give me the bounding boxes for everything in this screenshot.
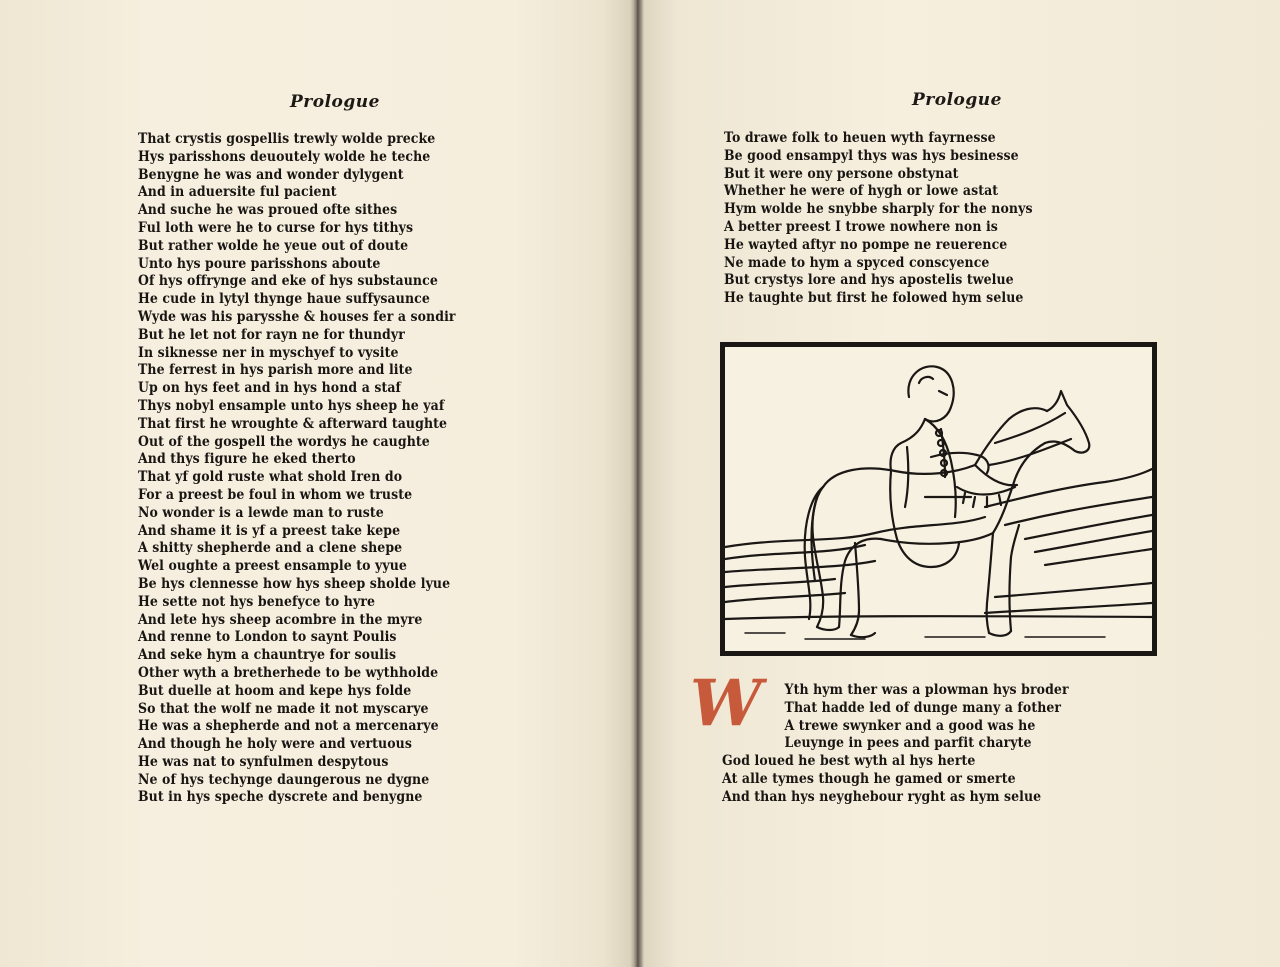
right-page (640, 0, 1280, 967)
left-page (0, 0, 636, 967)
verse-line: Whether he were of hygh or lowe astat (724, 183, 999, 200)
verse-line: But duelle at hoom and kepe hys folde (138, 682, 412, 699)
verse-line: At alle tymes though he gamed or smerte (722, 770, 1016, 787)
verse-line: Benygne he was and wonder dylygent (138, 166, 404, 183)
verse-line: For a preest be foul in whom we truste (138, 486, 413, 503)
right-verse-block-bottom (722, 682, 1099, 807)
verse-line: The ferrest in hys parish more and lite (138, 362, 413, 379)
verse-line: And lete hys sheep acombre in the myre (138, 611, 423, 628)
verse-line: And in aduersite ful pacient (138, 184, 337, 201)
woodcut-illustration (725, 347, 1152, 651)
verse-line: That hadde led of dunge many a fother (784, 699, 1062, 716)
verse-line: But in hys speche dyscrete and benygne (138, 789, 423, 806)
verse-line: So that the wolf ne made it not myscarye (138, 700, 429, 717)
verse-line: Ne of hys techynge daungerous ne dygne (138, 771, 430, 788)
verse-line: Wel oughte a preest ensample to yyue (138, 558, 407, 575)
verse-line: He was a shepherde and not a mercenarye (138, 718, 439, 735)
right-verse-block-top (724, 130, 1059, 308)
verse-line: And thys figure he eked therto (138, 451, 356, 468)
right-running-head: Prologue (912, 90, 1002, 110)
verse-line: But rather wolde he yeue out of doute (138, 237, 409, 254)
verse-line: And renne to London to saynt Poulis (138, 629, 397, 646)
verse-line: That first he wroughte & afterward taughte (138, 415, 448, 432)
verse-line: But it were ony persone obstynat (724, 165, 959, 182)
verse-line: He was nat to synfulmen despytous (138, 753, 389, 770)
verse-line: He cude in lytyl thynge haue suffysaunce (138, 291, 430, 308)
verse-line: To drawe folk to heuen wyth fayrnesse (724, 130, 996, 146)
verse-line: No wonder is a lewde man to ruste (138, 504, 384, 521)
verse-line: God loued he best wyth al hys herte (722, 753, 976, 770)
verse-line: Up on hys feet and in hys hond a staf (138, 380, 402, 397)
verse-line: And suche he was proued ofte sithes (138, 202, 398, 219)
verse-line: And though he holy were and vertuous (138, 736, 412, 753)
verse-line: Unto hys poure parisshons aboute (138, 255, 381, 272)
verse-line: A better preest I trowe nowhere non is (724, 218, 998, 235)
verse-line: But he let not for rayn ne for thundyr (138, 326, 405, 343)
verse-line: A shitty shepherde and a clene shepe (138, 540, 403, 557)
left-running-head: Prologue (290, 92, 380, 112)
verse-line: He taughte but first he folowed hym selue (724, 290, 1024, 307)
verse-line: But crystys lore and hys apostelis twelue (724, 272, 1014, 289)
verse-line: And than hys neyghebour ryght as hym selue (722, 788, 1042, 805)
verse-line: In siknesse ner in myschyef to vysite (138, 344, 399, 361)
verse-line: That crystis gospellis trewly wolde precke (138, 131, 436, 147)
verse-line: And shame it is yf a preest take kepe (138, 522, 401, 539)
verse-line: Be hys clennesse how hys sheep sholde lyue (138, 575, 451, 592)
verse-line: He wayted aftyr no pompe ne reuerence (724, 236, 1008, 253)
verse-line: Ne made to hym a spyced conscyence (724, 254, 990, 271)
verse-line: A trewe swynker and a good was he (784, 717, 1036, 734)
left-verse-block (138, 131, 483, 807)
verse-line: Ful loth were he to curse for hys tithys (138, 219, 414, 236)
verse-line: Of hys offrynge and eke of hys substaunce (138, 273, 438, 290)
verse-line: He sette not hys benefyce to hyre (138, 593, 376, 610)
verse-line: Thys nobyl ensample unto hys sheep he yaf (138, 397, 445, 414)
verse-line: Be good ensampyl thys was hys besinesse (724, 147, 1019, 164)
verse-line: Out of the gospell the wordys he caughte (138, 433, 430, 450)
verse-line: And seke hym a chauntrye for soulis (138, 647, 397, 664)
parson-on-horseback-woodcut (720, 342, 1157, 656)
verse-line: Hym wolde he snybbe sharply for the nonys (724, 201, 1033, 218)
verse-line: Yth hym ther was a plowman hys broder (784, 682, 1069, 698)
verse-line: Leuynge in pees and parfit charyte (784, 735, 1032, 752)
verse-line: Hys parisshons deuoutely wolde he teche (138, 148, 431, 165)
rubricated-dropcap: W (690, 666, 762, 741)
verse-line: Other wyth a bretherhede to be wythholde (138, 664, 439, 681)
verse-line: That yf gold ruste what shold Iren do (138, 469, 403, 486)
verse-line: Wyde was his parysshe & houses fer a sondir (138, 308, 456, 325)
